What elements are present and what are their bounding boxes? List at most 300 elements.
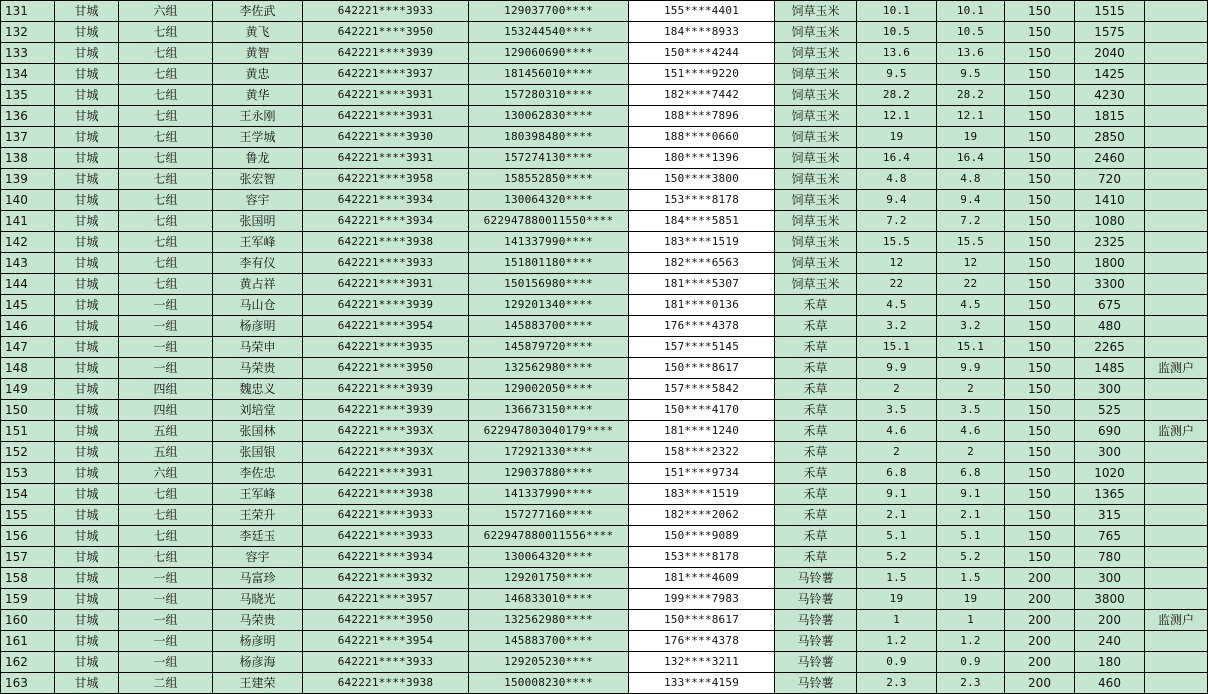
subsidy-amount-cell[interactable]: 1425 <box>1075 64 1145 85</box>
subsidy-rate-cell[interactable]: 150 <box>1005 526 1075 547</box>
village-cell[interactable]: 甘城 <box>55 358 119 379</box>
verified-area-cell[interactable]: 10.5 <box>937 22 1005 43</box>
subsidy-rate-cell[interactable]: 150 <box>1005 190 1075 211</box>
crop-cell[interactable]: 禾草 <box>775 547 857 568</box>
crop-cell[interactable]: 饲草玉米 <box>775 274 857 295</box>
village-cell[interactable]: 甘城 <box>55 22 119 43</box>
crop-cell[interactable]: 禾草 <box>775 379 857 400</box>
subsidy-rate-cell[interactable]: 150 <box>1005 379 1075 400</box>
verified-area-cell[interactable]: 9.9 <box>937 358 1005 379</box>
group-cell[interactable]: 七组 <box>119 22 213 43</box>
subsidy-rate-cell[interactable]: 200 <box>1005 673 1075 694</box>
name-cell[interactable]: 黄忠 <box>213 64 303 85</box>
id-number-cell[interactable]: 642221****3939 <box>303 43 469 64</box>
village-cell[interactable]: 甘城 <box>55 421 119 442</box>
subsidy-amount-cell[interactable]: 300 <box>1075 379 1145 400</box>
verified-area-cell[interactable]: 9.5 <box>937 64 1005 85</box>
row-number-cell[interactable]: 151 <box>1 421 55 442</box>
row-number-cell[interactable]: 142 <box>1 232 55 253</box>
account-number-cell[interactable]: 622947880011550**** <box>469 211 629 232</box>
crop-cell[interactable]: 马铃薯 <box>775 652 857 673</box>
name-cell[interactable]: 李有仪 <box>213 253 303 274</box>
subsidy-rate-cell[interactable]: 150 <box>1005 442 1075 463</box>
row-number-cell[interactable]: 154 <box>1 484 55 505</box>
area-cell[interactable]: 19 <box>857 589 937 610</box>
row-number-cell[interactable]: 131 <box>1 1 55 22</box>
verified-area-cell[interactable]: 16.4 <box>937 148 1005 169</box>
group-cell[interactable]: 一组 <box>119 358 213 379</box>
group-cell[interactable]: 七组 <box>119 526 213 547</box>
id-number-cell[interactable]: 642221****3934 <box>303 190 469 211</box>
group-cell[interactable]: 一组 <box>119 568 213 589</box>
account-number-cell[interactable]: 130064320**** <box>469 190 629 211</box>
village-cell[interactable]: 甘城 <box>55 274 119 295</box>
remark-cell[interactable] <box>1145 64 1208 85</box>
crop-cell[interactable]: 饲草玉米 <box>775 106 857 127</box>
crop-cell[interactable]: 禾草 <box>775 295 857 316</box>
area-cell[interactable]: 10.5 <box>857 22 937 43</box>
verified-area-cell[interactable]: 13.6 <box>937 43 1005 64</box>
phone-cell[interactable]: 183****1519 <box>629 484 775 505</box>
name-cell[interactable]: 马山仓 <box>213 295 303 316</box>
subsidy-rate-cell[interactable]: 150 <box>1005 463 1075 484</box>
area-cell[interactable]: 4.6 <box>857 421 937 442</box>
phone-cell[interactable]: 184****8933 <box>629 22 775 43</box>
group-cell[interactable]: 五组 <box>119 442 213 463</box>
remark-cell[interactable] <box>1145 568 1208 589</box>
village-cell[interactable]: 甘城 <box>55 316 119 337</box>
verified-area-cell[interactable]: 5.2 <box>937 547 1005 568</box>
subsidy-rate-cell[interactable]: 150 <box>1005 106 1075 127</box>
remark-cell[interactable] <box>1145 43 1208 64</box>
crop-cell[interactable]: 饲草玉米 <box>775 64 857 85</box>
name-cell[interactable]: 马荣申 <box>213 337 303 358</box>
remark-cell[interactable]: 监测户 <box>1145 610 1208 631</box>
area-cell[interactable]: 22 <box>857 274 937 295</box>
subsidy-rate-cell[interactable]: 200 <box>1005 652 1075 673</box>
verified-area-cell[interactable]: 9.4 <box>937 190 1005 211</box>
group-cell[interactable]: 一组 <box>119 337 213 358</box>
village-cell[interactable]: 甘城 <box>55 631 119 652</box>
subsidy-amount-cell[interactable]: 460 <box>1075 673 1145 694</box>
phone-cell[interactable]: 157****5145 <box>629 337 775 358</box>
name-cell[interactable]: 王军峰 <box>213 232 303 253</box>
subsidy-rate-cell[interactable]: 150 <box>1005 484 1075 505</box>
row-number-cell[interactable]: 143 <box>1 253 55 274</box>
area-cell[interactable]: 13.6 <box>857 43 937 64</box>
phone-cell[interactable]: 132****3211 <box>629 652 775 673</box>
village-cell[interactable]: 甘城 <box>55 190 119 211</box>
phone-cell[interactable]: 157****5842 <box>629 379 775 400</box>
phone-cell[interactable]: 150****3800 <box>629 169 775 190</box>
crop-cell[interactable]: 禾草 <box>775 442 857 463</box>
id-number-cell[interactable]: 642221****3939 <box>303 295 469 316</box>
village-cell[interactable]: 甘城 <box>55 253 119 274</box>
crop-cell[interactable]: 饲草玉米 <box>775 253 857 274</box>
subsidy-rate-cell[interactable]: 200 <box>1005 610 1075 631</box>
crop-cell[interactable]: 饲草玉米 <box>775 190 857 211</box>
subsidy-amount-cell[interactable]: 1485 <box>1075 358 1145 379</box>
group-cell[interactable]: 七组 <box>119 484 213 505</box>
account-number-cell[interactable]: 145883700**** <box>469 631 629 652</box>
account-number-cell[interactable]: 129037880**** <box>469 463 629 484</box>
subsidy-rate-cell[interactable]: 200 <box>1005 589 1075 610</box>
remark-cell[interactable]: 监测户 <box>1145 421 1208 442</box>
id-number-cell[interactable]: 642221****3939 <box>303 400 469 421</box>
row-number-cell[interactable]: 160 <box>1 610 55 631</box>
row-number-cell[interactable]: 161 <box>1 631 55 652</box>
area-cell[interactable]: 2 <box>857 379 937 400</box>
verified-area-cell[interactable]: 3.2 <box>937 316 1005 337</box>
id-number-cell[interactable]: 642221****3958 <box>303 169 469 190</box>
group-cell[interactable]: 七组 <box>119 505 213 526</box>
name-cell[interactable]: 王建荣 <box>213 673 303 694</box>
verified-area-cell[interactable]: 1.2 <box>937 631 1005 652</box>
subsidy-rate-cell[interactable]: 150 <box>1005 1 1075 22</box>
remark-cell[interactable] <box>1145 631 1208 652</box>
account-number-cell[interactable]: 141337990**** <box>469 484 629 505</box>
remark-cell[interactable] <box>1145 148 1208 169</box>
group-cell[interactable]: 七组 <box>119 85 213 106</box>
area-cell[interactable]: 9.9 <box>857 358 937 379</box>
phone-cell[interactable]: 181****4609 <box>629 568 775 589</box>
remark-cell[interactable] <box>1145 652 1208 673</box>
verified-area-cell[interactable]: 5.1 <box>937 526 1005 547</box>
id-number-cell[interactable]: 642221****3931 <box>303 148 469 169</box>
area-cell[interactable]: 7.2 <box>857 211 937 232</box>
subsidy-amount-cell[interactable]: 1515 <box>1075 1 1145 22</box>
subsidy-rate-cell[interactable]: 150 <box>1005 505 1075 526</box>
group-cell[interactable]: 七组 <box>119 43 213 64</box>
village-cell[interactable]: 甘城 <box>55 337 119 358</box>
row-number-cell[interactable]: 138 <box>1 148 55 169</box>
subsidy-rate-cell[interactable]: 200 <box>1005 568 1075 589</box>
phone-cell[interactable]: 158****2322 <box>629 442 775 463</box>
verified-area-cell[interactable]: 22 <box>937 274 1005 295</box>
name-cell[interactable]: 黄占祥 <box>213 274 303 295</box>
subsidy-amount-cell[interactable]: 1080 <box>1075 211 1145 232</box>
remark-cell[interactable] <box>1145 589 1208 610</box>
row-number-cell[interactable]: 132 <box>1 22 55 43</box>
phone-cell[interactable]: 182****2062 <box>629 505 775 526</box>
id-number-cell[interactable]: 642221****3939 <box>303 379 469 400</box>
area-cell[interactable]: 3.2 <box>857 316 937 337</box>
crop-cell[interactable]: 马铃薯 <box>775 589 857 610</box>
name-cell[interactable]: 王学城 <box>213 127 303 148</box>
crop-cell[interactable]: 禾草 <box>775 358 857 379</box>
account-number-cell[interactable]: 129205230**** <box>469 652 629 673</box>
account-number-cell[interactable]: 132562980**** <box>469 358 629 379</box>
subsidy-amount-cell[interactable]: 1800 <box>1075 253 1145 274</box>
phone-cell[interactable]: 182****6563 <box>629 253 775 274</box>
area-cell[interactable]: 5.1 <box>857 526 937 547</box>
subsidy-rate-cell[interactable]: 150 <box>1005 232 1075 253</box>
group-cell[interactable]: 二组 <box>119 673 213 694</box>
id-number-cell[interactable]: 642221****3954 <box>303 316 469 337</box>
crop-cell[interactable]: 禾草 <box>775 421 857 442</box>
row-number-cell[interactable]: 137 <box>1 127 55 148</box>
name-cell[interactable]: 李佐武 <box>213 1 303 22</box>
verified-area-cell[interactable]: 0.9 <box>937 652 1005 673</box>
remark-cell[interactable] <box>1145 484 1208 505</box>
remark-cell[interactable] <box>1145 526 1208 547</box>
row-number-cell[interactable]: 155 <box>1 505 55 526</box>
remark-cell[interactable] <box>1145 463 1208 484</box>
row-number-cell[interactable]: 136 <box>1 106 55 127</box>
area-cell[interactable]: 28.2 <box>857 85 937 106</box>
account-number-cell[interactable]: 150156980**** <box>469 274 629 295</box>
group-cell[interactable]: 四组 <box>119 379 213 400</box>
subsidy-amount-cell[interactable]: 2325 <box>1075 232 1145 253</box>
id-number-cell[interactable]: 642221****3935 <box>303 337 469 358</box>
row-number-cell[interactable]: 145 <box>1 295 55 316</box>
group-cell[interactable]: 一组 <box>119 589 213 610</box>
subsidy-amount-cell[interactable]: 300 <box>1075 442 1145 463</box>
group-cell[interactable]: 四组 <box>119 400 213 421</box>
subsidy-rate-cell[interactable]: 150 <box>1005 337 1075 358</box>
id-number-cell[interactable]: 642221****3931 <box>303 106 469 127</box>
name-cell[interactable]: 张宏智 <box>213 169 303 190</box>
id-number-cell[interactable]: 642221****3950 <box>303 610 469 631</box>
name-cell[interactable]: 杨彦明 <box>213 631 303 652</box>
area-cell[interactable]: 19 <box>857 127 937 148</box>
phone-cell[interactable]: 181****1240 <box>629 421 775 442</box>
row-number-cell[interactable]: 156 <box>1 526 55 547</box>
row-number-cell[interactable]: 140 <box>1 190 55 211</box>
village-cell[interactable]: 甘城 <box>55 673 119 694</box>
id-number-cell[interactable]: 642221****3934 <box>303 211 469 232</box>
account-number-cell[interactable]: 129002050**** <box>469 379 629 400</box>
remark-cell[interactable] <box>1145 400 1208 421</box>
area-cell[interactable]: 1.5 <box>857 568 937 589</box>
subsidy-amount-cell[interactable]: 2040 <box>1075 43 1145 64</box>
row-number-cell[interactable]: 144 <box>1 274 55 295</box>
remark-cell[interactable] <box>1145 379 1208 400</box>
row-number-cell[interactable]: 152 <box>1 442 55 463</box>
crop-cell[interactable]: 饲草玉米 <box>775 127 857 148</box>
verified-area-cell[interactable]: 9.1 <box>937 484 1005 505</box>
crop-cell[interactable]: 饲草玉米 <box>775 169 857 190</box>
id-number-cell[interactable]: 642221****3931 <box>303 274 469 295</box>
village-cell[interactable]: 甘城 <box>55 484 119 505</box>
account-number-cell[interactable]: 157280310**** <box>469 85 629 106</box>
row-number-cell[interactable]: 146 <box>1 316 55 337</box>
row-number-cell[interactable]: 150 <box>1 400 55 421</box>
account-number-cell[interactable]: 181456010**** <box>469 64 629 85</box>
verified-area-cell[interactable]: 6.8 <box>937 463 1005 484</box>
village-cell[interactable]: 甘城 <box>55 610 119 631</box>
name-cell[interactable]: 鲁龙 <box>213 148 303 169</box>
subsidy-amount-cell[interactable]: 2850 <box>1075 127 1145 148</box>
row-number-cell[interactable]: 135 <box>1 85 55 106</box>
group-cell[interactable]: 五组 <box>119 421 213 442</box>
group-cell[interactable]: 七组 <box>119 190 213 211</box>
crop-cell[interactable]: 马铃薯 <box>775 673 857 694</box>
account-number-cell[interactable]: 141337990**** <box>469 232 629 253</box>
phone-cell[interactable]: 181****0136 <box>629 295 775 316</box>
subsidy-amount-cell[interactable]: 720 <box>1075 169 1145 190</box>
crop-cell[interactable]: 饲草玉米 <box>775 211 857 232</box>
phone-cell[interactable]: 151****9734 <box>629 463 775 484</box>
group-cell[interactable]: 一组 <box>119 631 213 652</box>
name-cell[interactable]: 容宇 <box>213 547 303 568</box>
name-cell[interactable]: 马富珍 <box>213 568 303 589</box>
remark-cell[interactable] <box>1145 505 1208 526</box>
group-cell[interactable]: 一组 <box>119 316 213 337</box>
subsidy-amount-cell[interactable]: 780 <box>1075 547 1145 568</box>
name-cell[interactable]: 黄飞 <box>213 22 303 43</box>
account-number-cell[interactable]: 129201750**** <box>469 568 629 589</box>
name-cell[interactable]: 魏忠义 <box>213 379 303 400</box>
phone-cell[interactable]: 180****1396 <box>629 148 775 169</box>
verified-area-cell[interactable]: 3.5 <box>937 400 1005 421</box>
phone-cell[interactable]: 133****4159 <box>629 673 775 694</box>
account-number-cell[interactable]: 132562980**** <box>469 610 629 631</box>
area-cell[interactable]: 6.8 <box>857 463 937 484</box>
name-cell[interactable]: 王永刚 <box>213 106 303 127</box>
id-number-cell[interactable]: 642221****3938 <box>303 673 469 694</box>
phone-cell[interactable]: 150****8617 <box>629 610 775 631</box>
area-cell[interactable]: 15.5 <box>857 232 937 253</box>
account-number-cell[interactable]: 129060690**** <box>469 43 629 64</box>
account-number-cell[interactable]: 157274130**** <box>469 148 629 169</box>
account-number-cell[interactable]: 180398480**** <box>469 127 629 148</box>
id-number-cell[interactable]: 642221****3930 <box>303 127 469 148</box>
verified-area-cell[interactable]: 1 <box>937 610 1005 631</box>
subsidy-rate-cell[interactable]: 150 <box>1005 400 1075 421</box>
remark-cell[interactable] <box>1145 127 1208 148</box>
group-cell[interactable]: 七组 <box>119 274 213 295</box>
remark-cell[interactable] <box>1145 22 1208 43</box>
crop-cell[interactable]: 马铃薯 <box>775 568 857 589</box>
id-number-cell[interactable]: 642221****3933 <box>303 526 469 547</box>
row-number-cell[interactable]: 157 <box>1 547 55 568</box>
subsidy-amount-cell[interactable]: 180 <box>1075 652 1145 673</box>
subsidy-amount-cell[interactable]: 315 <box>1075 505 1145 526</box>
phone-cell[interactable]: 150****4170 <box>629 400 775 421</box>
area-cell[interactable]: 15.1 <box>857 337 937 358</box>
group-cell[interactable]: 六组 <box>119 463 213 484</box>
subsidy-amount-cell[interactable]: 3800 <box>1075 589 1145 610</box>
group-cell[interactable]: 七组 <box>119 127 213 148</box>
subsidy-rate-cell[interactable]: 150 <box>1005 253 1075 274</box>
phone-cell[interactable]: 182****7442 <box>629 85 775 106</box>
remark-cell[interactable] <box>1145 673 1208 694</box>
verified-area-cell[interactable]: 4.6 <box>937 421 1005 442</box>
row-number-cell[interactable]: 159 <box>1 589 55 610</box>
name-cell[interactable]: 王军峰 <box>213 484 303 505</box>
name-cell[interactable]: 李廷玉 <box>213 526 303 547</box>
account-number-cell[interactable]: 129201340**** <box>469 295 629 316</box>
row-number-cell[interactable]: 141 <box>1 211 55 232</box>
subsidy-amount-cell[interactable]: 1020 <box>1075 463 1145 484</box>
id-number-cell[interactable]: 642221****3931 <box>303 463 469 484</box>
account-number-cell[interactable]: 151801180**** <box>469 253 629 274</box>
remark-cell[interactable] <box>1145 274 1208 295</box>
area-cell[interactable]: 4.5 <box>857 295 937 316</box>
phone-cell[interactable]: 150****9089 <box>629 526 775 547</box>
id-number-cell[interactable]: 642221****393X <box>303 442 469 463</box>
crop-cell[interactable]: 饲草玉米 <box>775 22 857 43</box>
remark-cell[interactable]: 监测户 <box>1145 358 1208 379</box>
group-cell[interactable]: 七组 <box>119 169 213 190</box>
area-cell[interactable]: 9.5 <box>857 64 937 85</box>
id-number-cell[interactable]: 642221****3950 <box>303 358 469 379</box>
subsidy-rate-cell[interactable]: 200 <box>1005 631 1075 652</box>
name-cell[interactable]: 王荣升 <box>213 505 303 526</box>
verified-area-cell[interactable]: 2.3 <box>937 673 1005 694</box>
subsidy-rate-cell[interactable]: 150 <box>1005 295 1075 316</box>
village-cell[interactable]: 甘城 <box>55 547 119 568</box>
remark-cell[interactable] <box>1145 85 1208 106</box>
verified-area-cell[interactable]: 15.1 <box>937 337 1005 358</box>
account-number-cell[interactable]: 145883700**** <box>469 316 629 337</box>
subsidy-rate-cell[interactable]: 150 <box>1005 547 1075 568</box>
village-cell[interactable]: 甘城 <box>55 568 119 589</box>
verified-area-cell[interactable]: 7.2 <box>937 211 1005 232</box>
crop-cell[interactable]: 马铃薯 <box>775 631 857 652</box>
subsidy-rate-cell[interactable]: 150 <box>1005 64 1075 85</box>
row-number-cell[interactable]: 134 <box>1 64 55 85</box>
crop-cell[interactable]: 禾草 <box>775 316 857 337</box>
subsidy-amount-cell[interactable]: 690 <box>1075 421 1145 442</box>
area-cell[interactable]: 9.1 <box>857 484 937 505</box>
phone-cell[interactable]: 183****1519 <box>629 232 775 253</box>
remark-cell[interactable] <box>1145 106 1208 127</box>
row-number-cell[interactable]: 163 <box>1 673 55 694</box>
subsidy-amount-cell[interactable]: 765 <box>1075 526 1145 547</box>
name-cell[interactable]: 杨彦海 <box>213 652 303 673</box>
remark-cell[interactable] <box>1145 253 1208 274</box>
area-cell[interactable]: 2.1 <box>857 505 937 526</box>
name-cell[interactable]: 李佐忠 <box>213 463 303 484</box>
subsidy-rate-cell[interactable]: 150 <box>1005 421 1075 442</box>
subsidy-amount-cell[interactable]: 1815 <box>1075 106 1145 127</box>
account-number-cell[interactable]: 150008230**** <box>469 673 629 694</box>
crop-cell[interactable]: 饲草玉米 <box>775 148 857 169</box>
group-cell[interactable]: 六组 <box>119 1 213 22</box>
crop-cell[interactable]: 禾草 <box>775 463 857 484</box>
remark-cell[interactable] <box>1145 1 1208 22</box>
village-cell[interactable]: 甘城 <box>55 379 119 400</box>
group-cell[interactable]: 七组 <box>119 232 213 253</box>
area-cell[interactable]: 3.5 <box>857 400 937 421</box>
row-number-cell[interactable]: 148 <box>1 358 55 379</box>
name-cell[interactable]: 容宇 <box>213 190 303 211</box>
id-number-cell[interactable]: 642221****3938 <box>303 232 469 253</box>
verified-area-cell[interactable]: 12 <box>937 253 1005 274</box>
phone-cell[interactable]: 181****5307 <box>629 274 775 295</box>
remark-cell[interactable] <box>1145 442 1208 463</box>
crop-cell[interactable]: 马铃薯 <box>775 610 857 631</box>
id-number-cell[interactable]: 642221****3954 <box>303 631 469 652</box>
village-cell[interactable]: 甘城 <box>55 106 119 127</box>
crop-cell[interactable]: 禾草 <box>775 337 857 358</box>
name-cell[interactable]: 张国银 <box>213 442 303 463</box>
account-number-cell[interactable]: 130062830**** <box>469 106 629 127</box>
group-cell[interactable]: 七组 <box>119 148 213 169</box>
row-number-cell[interactable]: 158 <box>1 568 55 589</box>
subsidy-rate-cell[interactable]: 150 <box>1005 274 1075 295</box>
village-cell[interactable]: 甘城 <box>55 505 119 526</box>
id-number-cell[interactable]: 642221****3932 <box>303 568 469 589</box>
verified-area-cell[interactable]: 4.5 <box>937 295 1005 316</box>
village-cell[interactable]: 甘城 <box>55 442 119 463</box>
area-cell[interactable]: 2 <box>857 442 937 463</box>
area-cell[interactable]: 16.4 <box>857 148 937 169</box>
village-cell[interactable]: 甘城 <box>55 127 119 148</box>
crop-cell[interactable]: 饲草玉米 <box>775 85 857 106</box>
